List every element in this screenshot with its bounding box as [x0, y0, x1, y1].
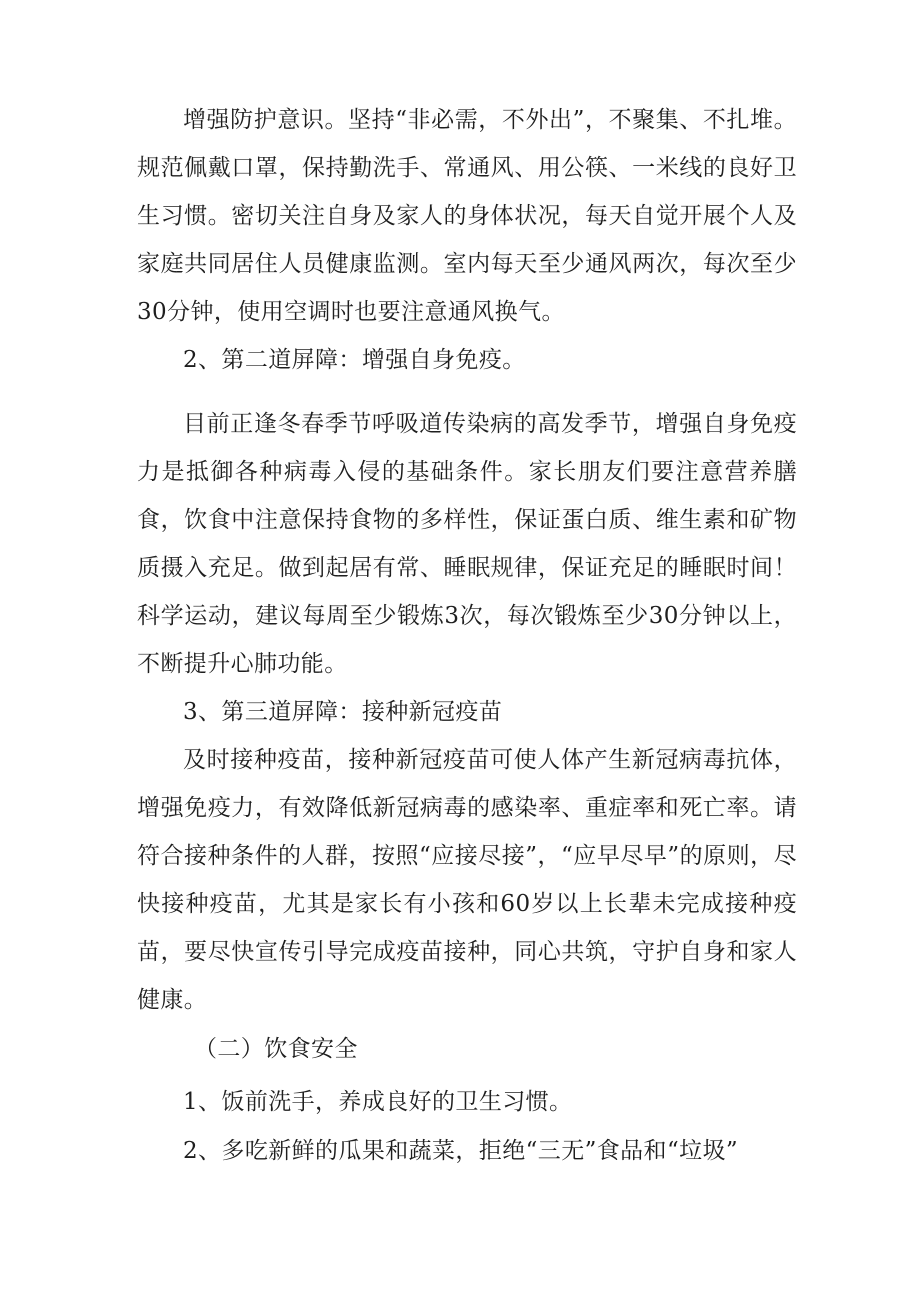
body-paragraph-vaccine: 及时接种疫苗，接种新冠疫苗可使人体产生新冠病毒抗体，增强免疫力，有效降低新冠病毒的感染率、重症率和死亡率。请符合接种条件的人群，按照“应接尽接”，“应早尽早”的原则，尽快接种疫苗，尤其是家长有小孩和60岁以上长辈未完成接种疫苗，要尽快宣传引导完成疫苗接种，同心共筑，守护自身和家人健康。 [137, 747, 797, 1013]
list-item-fresh-food: 2、多吃新鲜的瓜果和蔬菜，拒绝“三无”食品和“垃圾” [183, 1138, 739, 1164]
heading-third-barrier: 3、第三道屏障：接种新冠疫苗 [183, 699, 503, 725]
section-heading-food-safety: （二）饮食安全 [194, 1036, 358, 1062]
body-paragraph-protection: 增强防护意识。坚持“非必需，不外出”，不聚集、不扎堆。规范佩戴口罩，保持勤洗手、常通风、用公筷、一米线的良好卫生习惯。密切关注自身及家人的身体状况，每天自觉开展个人及家庭共同居住人员健康监测。室内每天至少通风两次，每次至少30分钟，使用空调时也要注意通风换气。 [137, 107, 797, 325]
body-paragraph-immunity: 目前正逢冬春季节呼吸道传染病的高发季节，增强自身免疫力是抵御各种病毒入侵的基础条件。家长朋友们要注意营养膳食，饮食中注意保持食物的多样性，保证蛋白质、维生素和矿物质摄入充足。做到起居有常、睡眠规律，保证充足的睡眠时间！科学运动，建议每周至少锻炼3次，每次锻炼至少30分钟以上，不断提升心肺功能。 [137, 411, 797, 677]
heading-second-barrier: 2、第二道屏障：增强自身免疫。 [183, 347, 526, 373]
list-item-wash-hands: 1、饭前洗手，养成良好的卫生习惯。 [183, 1089, 573, 1115]
